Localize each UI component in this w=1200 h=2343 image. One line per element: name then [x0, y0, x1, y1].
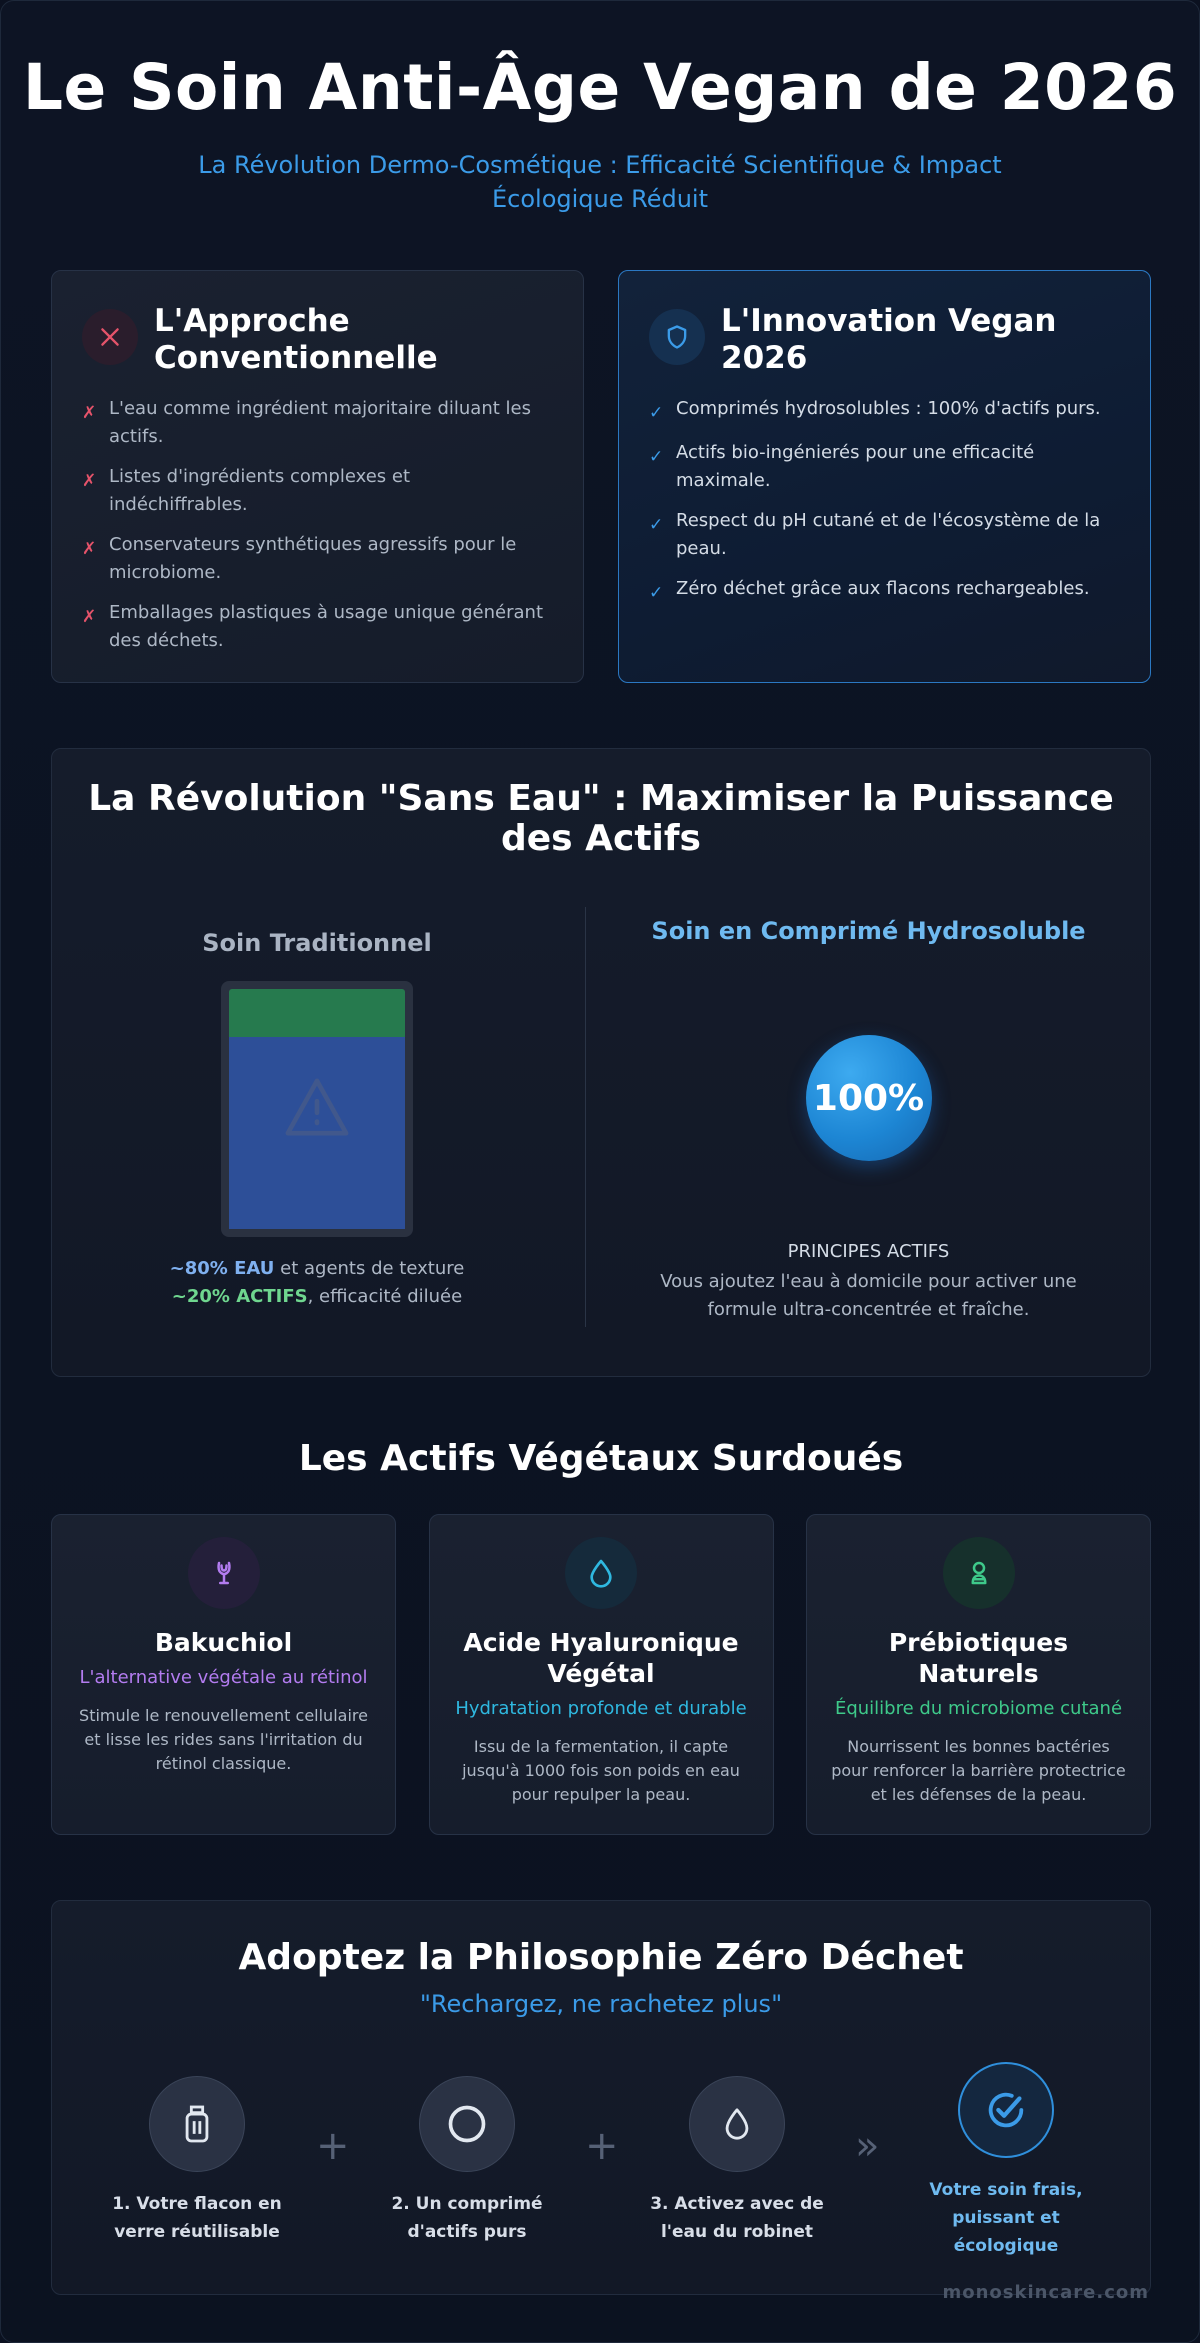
- actifs-title: Les Actifs Végétaux Surdoués: [298, 1438, 904, 1479]
- step-result: Votre soin frais, puissant et écologique: [906, 2062, 1106, 2260]
- tablet-caption: PRINCIPES ACTIFS: [787, 1241, 950, 1262]
- check-mark-icon: ✓: [649, 403, 664, 423]
- zero-dechet-section: [51, 1900, 1151, 2295]
- page-title: Le Soin Anti-Âge Vegan de 2026: [22, 51, 1178, 124]
- droplet-icon: [689, 2076, 785, 2172]
- cross-mark-icon: ✗: [82, 403, 97, 423]
- microbe-icon: [943, 1537, 1015, 1609]
- section-divider: [585, 907, 586, 1327]
- step-water: 3. Activez avec de l'eau du robinet: [637, 2076, 837, 2246]
- list-item: ✓ Actifs bio-ingénierés pour une efficacité maximale.: [649, 442, 1035, 491]
- conventional-list: [82, 395, 553, 655]
- close-icon: [82, 309, 138, 365]
- traditional-label: Soin Traditionnel: [202, 929, 432, 957]
- actif-card-prebiotiques: Prébiotiques Naturels Équilibre du microbiome cutané Nourrissent les bonnes bactéries pour renforcer la barrière protectrice et les défenses de la peau.: [806, 1514, 1151, 1835]
- warning-icon: [281, 1075, 353, 1139]
- sans-eau-title: La Révolution "Sans Eau" : Maximiser la Puissance des Actifs: [88, 778, 1114, 859]
- tablet-badge: 100%: [806, 1035, 932, 1161]
- list-item: ✓ Comprimés hydrosolubles : 100% d'actifs purs.: [649, 395, 1120, 427]
- conventional-card: [51, 270, 584, 683]
- check-circle-icon: [958, 2062, 1054, 2158]
- plus-sign: +: [316, 2123, 350, 2169]
- actives-fill: [229, 989, 405, 1037]
- tablet-description: Vous ajoutez l'eau à domicile pour activer une formule ultra-concentrée et fraîche.: [660, 1271, 1077, 1320]
- actif-card-hyaluronique: Acide Hyaluronique Végétal Hydratation profonde et durable Issu de la fermentation, il capte jusqu'à 1000 fois son poids en eau pour repulper la peau.: [429, 1514, 774, 1835]
- tablet-label: Soin en Comprimé Hydrosoluble: [651, 917, 1086, 945]
- shield-icon: [649, 309, 705, 365]
- vegan-list: [649, 395, 1120, 607]
- tablet-column: [605, 917, 1132, 1324]
- list-item: ✗ Conservateurs synthétiques agressifs pour le microbiome.: [82, 534, 517, 583]
- step-tablet: 2. Un comprimé d'actifs purs: [367, 2076, 567, 2246]
- list-item: ✗ Emballages plastiques à usage unique générant des déchets.: [82, 602, 544, 651]
- traditional-bottle: [221, 981, 413, 1237]
- actif-card-bakuchiol: Bakuchiol L'alternative végétale au rétinol Stimule le renouvellement cellulaire et lisse les rides sans l'irritation du rétinol classique.: [51, 1514, 396, 1835]
- sans-eau-section: [51, 748, 1151, 1377]
- conventional-title: L'Approche Conventionnelle: [154, 303, 438, 376]
- zero-dechet-title: Adoptez la Philosophie Zéro Déchet: [238, 1937, 964, 1978]
- list-item: ✓ Respect du pH cutané et de l'écosystème de la peau.: [649, 510, 1101, 559]
- hero: [1, 1, 1199, 216]
- comparison-section: [51, 270, 1151, 683]
- check-mark-icon: ✓: [649, 515, 664, 535]
- list-item: ✗ Listes d'ingrédients complexes et indéchiffrables.: [82, 466, 411, 515]
- plus-sign: +: [585, 2123, 619, 2169]
- zero-dechet-quote: "Rechargez, ne rachetez plus": [419, 1990, 783, 2018]
- arrow-sign: »: [855, 2123, 880, 2169]
- droplet-icon: [565, 1537, 637, 1609]
- check-mark-icon: ✓: [649, 583, 664, 603]
- list-item: ✓ Zéro déchet grâce aux flacons rechargeables.: [649, 575, 1120, 607]
- plant-icon: [188, 1537, 260, 1609]
- step-bottle: 1. Votre flacon en verre réutilisable: [97, 2076, 297, 2246]
- bottle-icon: [149, 2076, 245, 2172]
- cross-mark-icon: ✗: [82, 607, 97, 627]
- page-subtitle: La Révolution Dermo-Cosmétique : Efficacité Scientifique & Impact Écologique Réduit: [198, 151, 1002, 213]
- actifs-section: [51, 1514, 1151, 1835]
- traditional-legend: ~80% EAU et agents de texture ~20% ACTIFS, efficacité diluée: [169, 1258, 465, 1307]
- tablet-icon: [419, 2076, 515, 2172]
- cross-mark-icon: ✗: [82, 539, 97, 559]
- check-mark-icon: ✓: [649, 447, 664, 467]
- vegan-card: [618, 270, 1151, 683]
- traditional-column: [72, 929, 562, 1311]
- list-item: ✗ L'eau comme ingrédient majoritaire diluant les actifs.: [82, 398, 531, 447]
- vegan-title: L'Innovation Vegan 2026: [721, 303, 1057, 376]
- water-fill: [229, 1037, 405, 1229]
- footer-site: monoskincare.com: [942, 2282, 1149, 2303]
- cross-mark-icon: ✗: [82, 471, 97, 491]
